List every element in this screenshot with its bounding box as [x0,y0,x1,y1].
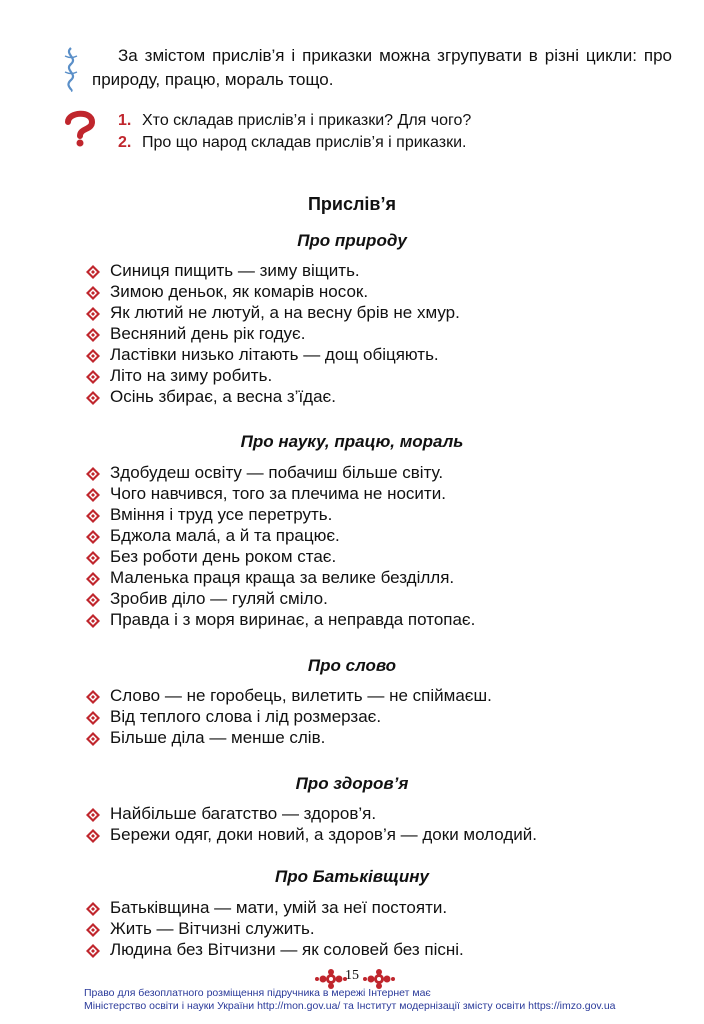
question-text: Про що народ складав прислів’я і приказки. [142,134,467,151]
page-number: 15 [345,968,359,983]
proverb-text: Синиця пищить — зиму віщить. [110,261,360,280]
diamond-bullet-icon [86,486,100,500]
question-number: 2. [118,134,132,151]
intro-paragraph: За змістом прислів’я і приказки можна згрупувати в різні цикли: про природу, працю, мораль тощо. [92,46,672,89]
diamond-bullet-icon [86,326,100,340]
diamond-bullet-icon [86,709,100,723]
diamond-bullet-icon [86,389,100,403]
proverb-item [84,588,475,609]
diamond-bullet-icon [86,305,100,319]
proverb-item [84,706,492,727]
diamond-bullet-icon [86,827,100,841]
diamond-bullet-icon [86,806,100,820]
proverb-item [84,609,475,630]
ornament-icon [60,46,82,92]
proverb-text: Людина без Вітчизни — як соловей без пісні. [110,940,464,959]
diamond-bullet-icon [86,942,100,956]
proverb-item [84,365,460,386]
diamond-bullet-icon [86,347,100,361]
proverb-item [84,462,475,483]
diamond-bullet-icon [86,570,100,584]
proverb-text: Батьківщина — мати, умій за неї постояти. [110,898,448,917]
section-heading: Про науку, працю, мораль [240,432,464,451]
proverb-text: Від теплого слова і лід розмерзає. [110,707,382,726]
question-item [118,132,471,154]
diamond-bullet-icon [86,900,100,914]
footer-line-1: Право для безоплатного розміщення підручника в мережі Інтернет має [84,987,431,999]
section-heading: Про природу [297,231,407,250]
page-title: Прислів’я [307,194,396,214]
diamond-bullet-icon [86,921,100,935]
section-heading: Про слово [307,656,397,675]
proverb-list [84,462,475,630]
proverb-text: Здобудеш освіту — побачиш більше світу. [110,463,444,482]
proverb-item [84,260,460,281]
proverb-item [84,281,460,302]
proverb-list [84,897,464,960]
proverb-text: Більше діла — менше слів. [110,728,326,747]
proverb-text: Як лютий не лютуй, а на весну брів не хмур. [110,303,460,322]
proverb-list [84,260,460,407]
questions-list [118,110,471,154]
proverb-item [84,344,460,365]
section-heading: Про здоров’я [295,774,409,793]
proverb-text: Ластівки низько літають — дощ обіцяють. [110,345,439,364]
proverb-list [84,685,492,748]
proverb-text: Чого навчився, того за плечима не носити. [110,484,446,503]
diamond-bullet-icon [86,612,100,626]
proverb-text: Зробив діло — гуляй сміло. [110,589,328,608]
proverb-item [84,727,492,748]
diamond-bullet-icon [86,368,100,382]
proverb-item [84,685,492,706]
proverb-item [84,824,537,845]
diamond-bullet-icon [86,528,100,542]
diamond-bullet-icon [86,730,100,744]
question-item [118,110,471,132]
proverb-item [84,939,464,960]
proverb-text: Жить — Вітчизні служить. [110,919,315,938]
diamond-bullet-icon [86,263,100,277]
diamond-bullet-icon [86,688,100,702]
proverb-text: Зимою деньок, як комарів носок. [110,282,369,301]
question-mark-icon [60,108,100,148]
proverb-list [84,803,537,845]
proverb-item [84,483,475,504]
diamond-bullet-icon [86,507,100,521]
section-heading: Про Батьківщину [274,867,430,886]
proverb-item [84,525,475,546]
proverb-item [84,567,475,588]
diamond-bullet-icon [86,549,100,563]
proverb-text: Осінь збирає, а весна з’їдає. [110,387,336,406]
question-number: 1. [118,112,132,129]
proverb-text: Правда і з моря виринає, а неправда потопає. [110,610,476,629]
proverb-text: Слово — не горобець, вилетить — не спіймаєш. [110,686,492,705]
diamond-bullet-icon [86,591,100,605]
proverb-text: Без роботи день роком стає. [110,547,337,566]
diamond-bullet-icon [86,465,100,479]
proverb-item [84,386,460,407]
proverb-text: Весняний день рік годує. [110,324,306,343]
footer-line-2: Міністерство освіти і науки України http://mon.gov.ua/ та Інститут модернізації змісту освіти https://imzo.gov.ua [84,1000,616,1012]
proverb-text: Найбільше багатство — здоров’я. [110,804,377,823]
proverb-item [84,803,537,824]
diamond-bullet-icon [86,284,100,298]
proverb-item [84,302,460,323]
proverb-item [84,918,464,939]
question-text: Хто складав прислів’я і приказки? Для чого? [142,112,472,129]
proverb-item [84,323,460,344]
proverb-text: Літо на зиму робить. [110,366,273,385]
proverb-text: Вміння і труд усе перетруть. [110,505,333,524]
proverb-item [84,897,464,918]
proverb-text: Бережи одяг, доки новий, а здоров’я — доки молодий. [110,825,538,844]
proverb-text: Бджола малá, а й та працює. [110,526,340,545]
proverb-item [84,504,475,525]
proverb-item [84,546,475,567]
proverb-text: Маленька праця краща за велике безділля. [110,568,455,587]
